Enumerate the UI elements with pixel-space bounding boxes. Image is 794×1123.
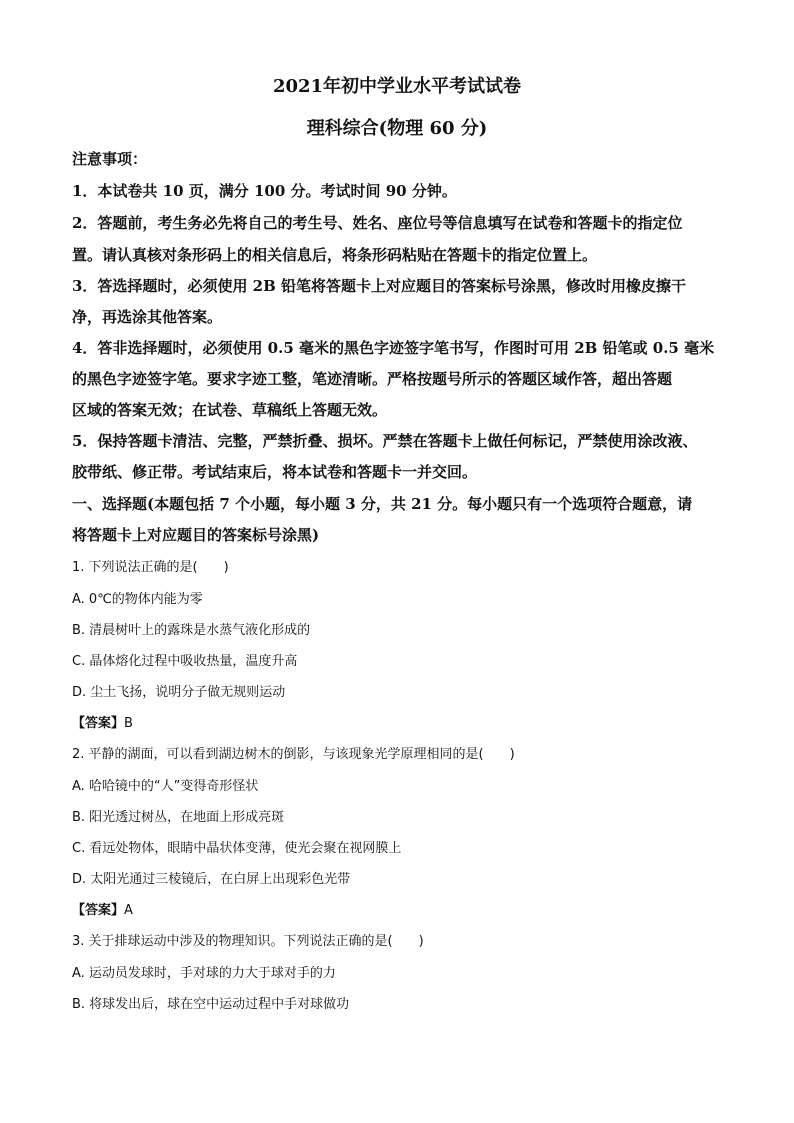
notice-line: 的黑色字迹签字笔。要求字迹工整，笔迹清晰。严格按题号所示的答题区域作答，超出答题 — [72, 370, 673, 388]
notice-line: 1．本试卷共 10 页，满分 100 分。考试时间 90 分钟。 — [72, 182, 457, 200]
question-stem: 2. 平静的湖面，可以看到湖边树木的倒影，与该现象光学原理相同的是( ) — [72, 747, 515, 762]
answer-line — [72, 899, 133, 918]
notice-heading: 注意事项： — [72, 150, 148, 168]
section-heading-line: 一、选择题(本题包括 7 个小题，每小题 3 分，共 21 分。每小题只有一个选项符合题意，请 — [72, 495, 693, 513]
notice-line: 净，再选涂其他答案。 — [72, 308, 223, 326]
question-option: B. 清晨树叶上的露珠是水蒸气液化形成的 — [72, 623, 311, 638]
exam-subtitle: 理科综合(物理 60 分) — [306, 118, 488, 139]
question-option: B. 阳光透过树丛，在地面上形成亮斑 — [72, 810, 285, 825]
question-option: A. 哈哈镜中的“人”变得奇形怪状 — [72, 779, 259, 794]
exam-title: 2021年初中学业水平考试试卷 — [272, 76, 522, 97]
question-option: B. 将球发出后，球在空中运动过程中手对球做功 — [72, 997, 350, 1012]
notice-line: 4．答非选择题时，必须使用 0.5 毫米的黑色字迹签字笔书写，作图时可用 2B 铅笔或 0.5 毫米 — [72, 339, 715, 357]
notice-line: 胶带纸、修正带。考试结束后，将本试卷和答题卡一并交回。 — [72, 463, 478, 481]
notice-line: 3．答选择题时，必须使用 2B 铅笔将答题卡上对应题目的答案标号涂黑，修改时用橡皮擦干 — [72, 277, 687, 295]
question-option: C. 晶体熔化过程中吸收热量，温度升高 — [72, 654, 298, 669]
answer-value: B — [124, 716, 133, 731]
answer-tag: 【答案】 — [72, 716, 125, 731]
question-option: A. 运动员发球时，手对球的力大于球对手的力 — [72, 966, 336, 981]
notice-line: 2．答题前，考生务必先将自己的考生号、姓名、座位号等信息填写在试卷和答题卡的指定位 — [72, 214, 683, 232]
question-option: A. 0℃的物体内能为零 — [72, 592, 203, 607]
notice-line: 置。请认真核对条形码上的相关信息后，将条形码粘贴在答题卡的指定位置上。 — [72, 246, 598, 264]
answer-tag: 【答案】 — [72, 903, 125, 918]
notice-line: 5．保持答题卡清洁、完整，严禁折叠、损坏。严禁在答题卡上做任何标记，严禁使用涂改液、 — [72, 432, 698, 450]
question-stem: 1. 下列说法正确的是( ) — [72, 560, 229, 575]
answer-value: A — [124, 903, 133, 918]
question-option: D. 太阳光通过三棱镜后，在白屏上出现彩色光带 — [72, 872, 351, 887]
question-option: D. 尘土飞扬，说明分子做无规则运动 — [72, 685, 286, 700]
answer-line — [72, 712, 133, 731]
question-stem: 3. 关于排球运动中涉及的物理知识。下列说法正确的是( ) — [72, 934, 424, 949]
question-option: C. 看远处物体，眼睛中晶状体变薄，使光会聚在视网膜上 — [72, 841, 402, 856]
notice-line: 区域的答案无效；在试卷、草稿纸上答题无效。 — [72, 401, 388, 419]
section-heading-line: 将答题卡上对应题目的答案标号涂黑) — [72, 526, 320, 544]
